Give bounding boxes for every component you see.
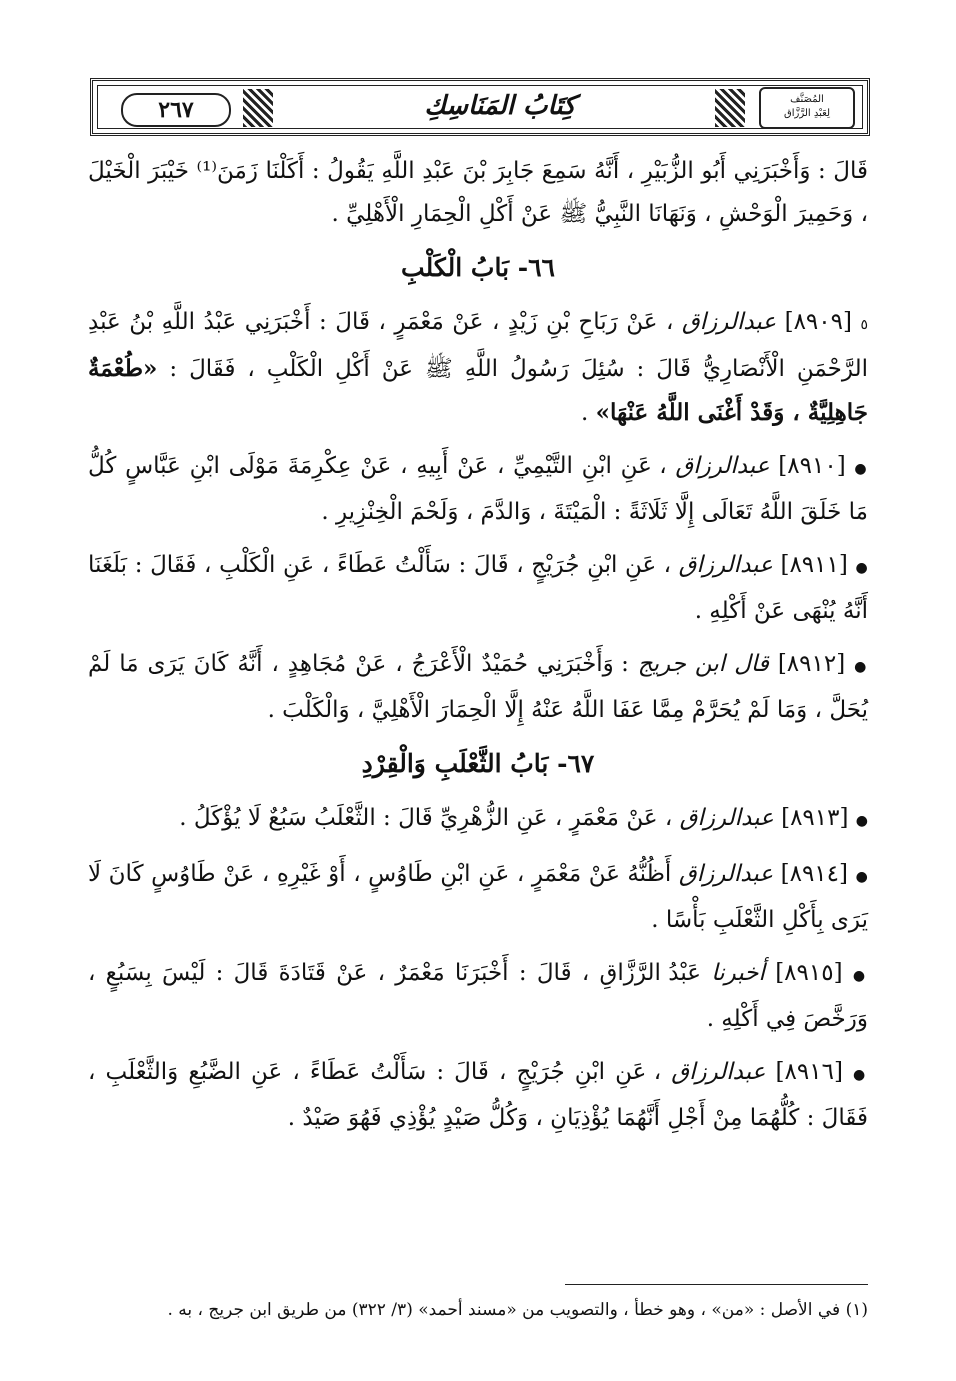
hadith-text: ، عَنِ ابْنِ التَّيْمِيِّ ، عَنْ أَبِيهِ ، عَنْ عِكْرِمَةَ مَوْلَى ابْنِ عَبَّاسٍ كُلُّ مَا خَلَقَ اللَّهُ تَعَالَى إِلَّا ثَلَاثَةً : الْمَيْتَةَ ، وَالدَّمَ ، وَلَحْمَ الْخِنْزِيرِ .: [88, 453, 868, 525]
hadith-number: [٨٩١٠]: [778, 453, 846, 479]
chapter-heading-67: ٦٧- بَابُ الثَّعْلَبِ وَالْقِرْدِ: [361, 749, 595, 778]
bullet-icon: ●: [855, 560, 869, 576]
ornament-right: [715, 89, 745, 127]
hadith-8911: [88, 544, 868, 633]
seal-line-1: المُصَنَّف: [790, 94, 824, 105]
bullet-icon: ●: [853, 1067, 869, 1083]
hadith-text: ، عَنِ ابْنِ جُرَيْجٍ ، قَالَ : سَأَلْتُ عَطَاءً ، عَنِ الْكَلْبِ ، فَقَالَ : بَلَغَنَا أَنَّهُ يُنْهَى عَنْ أَكْلِهِ .: [88, 552, 868, 624]
hadith-quote: «طُعْمَةٌ جَاهِلِيَّةٌ ، وَقَدْ أَغْنَى اللَّهُ عَنْهَا»: [88, 355, 868, 426]
ornament-left: [243, 89, 273, 127]
hadith-author: قال ابن جريج: [637, 651, 769, 677]
hadith-author: عبدالرزاق: [675, 453, 770, 479]
chapter-heading-66: ٦٦- بَابُ الْكَلْبِ: [401, 253, 555, 282]
hadith-8909: [88, 301, 868, 435]
hadith-8914: [88, 853, 868, 942]
hadith-8912: [88, 643, 868, 732]
hadith-author: عبدالرزاق: [681, 309, 777, 335]
hadith-number: [٨٩٠٩]: [784, 309, 852, 335]
bullet-icon: ●: [855, 869, 869, 885]
hadith-author: عبدالرزاق: [679, 805, 774, 831]
hadith-8910: [88, 445, 868, 534]
footnote: (١) في الأصل : «من» ، وهو خطأ ، والتصويب من «مسند أحمد» (٣/ ٣٢٢) من طريق ابن جريج ، به .: [167, 1300, 868, 1320]
hadith-number: [٨٩١٦]: [775, 1059, 843, 1085]
hadith-text: : وَأَخْبَرَنِي حُمَيْدٌ الْأَعْرَجُ ، عَنْ مُجَاهِدٍ ، أَنَّهُ كَانَ يَرَى مَا لَمْ يُحَلَّ ، وَمَا لَمْ يُحَرَّمْ مِمَّا عَفَا اللَّهُ عَنْهُ إِلَّا الْحِمَارَ الْأَهْلِيَّ ، وَالْكَلْبَ .: [88, 651, 868, 723]
hadith-author: أخبرنا: [711, 960, 765, 986]
hadith-number: [٨٩١٤]: [780, 861, 848, 887]
hadith-text: ، عَنِ ابْنِ جُرَيْجٍ ، قَالَ : سَأَلْتُ عَطَاءً ، عَنِ الضَّبُعِ وَالثَّعْلَبِ ، فَقَالَ : كُلُّهُمَا مِنْ أَجْلِ أَنَّهُمَا يُؤْذِيَانِ ، وَكُلُّ صَيْدٍ يُؤْذِي فَهُوَ صَيْدٌ .: [88, 1059, 868, 1131]
page-number: ٢٦٧: [121, 93, 231, 127]
hadith-end: .: [580, 400, 596, 426]
hadith-author: عبدالرزاق: [678, 861, 774, 887]
intro-paragraph: قَالَ : وَأَخْبَرَنِي أَبُو الزُّبَيْرِ ، أَنَّهُ سَمِعَ جَابِرَ بْنَ عَبْدِ اللَّهِ يَقُولُ : أَكَلْنَا زَمَنَ⁽¹⁾ خَيْبَرَ الْخَيْلَ ، وَحَمِيرَ الْوَحْشِ ، وَنَهَانَا النَّبِيُّ ﷺ عَنْ أَكْلِ الْحِمَارِ الْأَهْلِيِّ .: [88, 158, 868, 227]
bullet-icon: ●: [852, 968, 869, 984]
circle-marker-icon: ٥: [860, 317, 869, 333]
hadith-8916: [88, 1051, 868, 1140]
book-title: كِتَابُ المَنَاسِكِ: [424, 91, 576, 121]
hadith-author: عبدالرزاق: [678, 552, 773, 578]
bullet-icon: ●: [855, 813, 868, 829]
hadith-text: ، عَنْ رَبَاحِ بْنِ زَيْدٍ ، عَنْ مَعْمَرٍ ، قَالَ : أَخْبَرَنِي عَبْدُ اللَّهِ بْنُ عَبْدِ الرَّحْمَنِ الْأَنْصَارِيُّ قَالَ : سُئِلَ رَسُولُ اللَّهِ ﷺ عَنْ أَكْلِ الْكَلْبِ ، فَقَالَ :: [88, 309, 868, 382]
hadith-text: أَظُنُّهُ عَنْ مَعْمَرٍ ، عَنِ ابْنِ طَاوُسٍ ، أَوْ غَيْرِهِ ، عَنْ طَاوُسٍ كَانَ لَا يَرَى بِأَكْلِ الثَّعْلَبِ بَأْسًا .: [88, 861, 868, 933]
hadith-number: [٨٩١٣]: [781, 805, 849, 831]
hadith-text: عَبْدُ الرَّزَّاقِ ، قَالَ : أَخْبَرَنَا مَعْمَرٌ ، عَنْ قَتَادَةَ قَالَ : لَيْسَ بِسَبُعٍ ، وَرَخَّصَ فِي أَكْلِهِ .: [88, 960, 868, 1032]
bullet-icon: ●: [854, 461, 869, 477]
page-header: [90, 78, 870, 136]
seal-line-2: لِعَبْدِ الرَّزَّاق: [783, 108, 831, 119]
hadith-8915: [88, 952, 868, 1041]
footnote-separator: [565, 1284, 868, 1285]
hadith-number: [٨٩١٥]: [775, 960, 843, 986]
hadith-number: [٨٩١٢]: [777, 651, 846, 677]
hadith-8913: [88, 797, 868, 843]
seal-emblem: [759, 87, 855, 129]
hadith-number: [٨٩١١]: [780, 552, 848, 578]
bullet-icon: ●: [854, 659, 869, 675]
hadith-text: ، عَنْ مَعْمَرٍ ، عَنِ الزُّهْرِيِّ قَالَ : الثَّعْلَبُ سَبُعٌ لَا يُؤْكَلُ .: [179, 805, 673, 831]
main-text: [88, 150, 868, 1150]
hadith-author: عبدالرزاق: [671, 1059, 766, 1085]
